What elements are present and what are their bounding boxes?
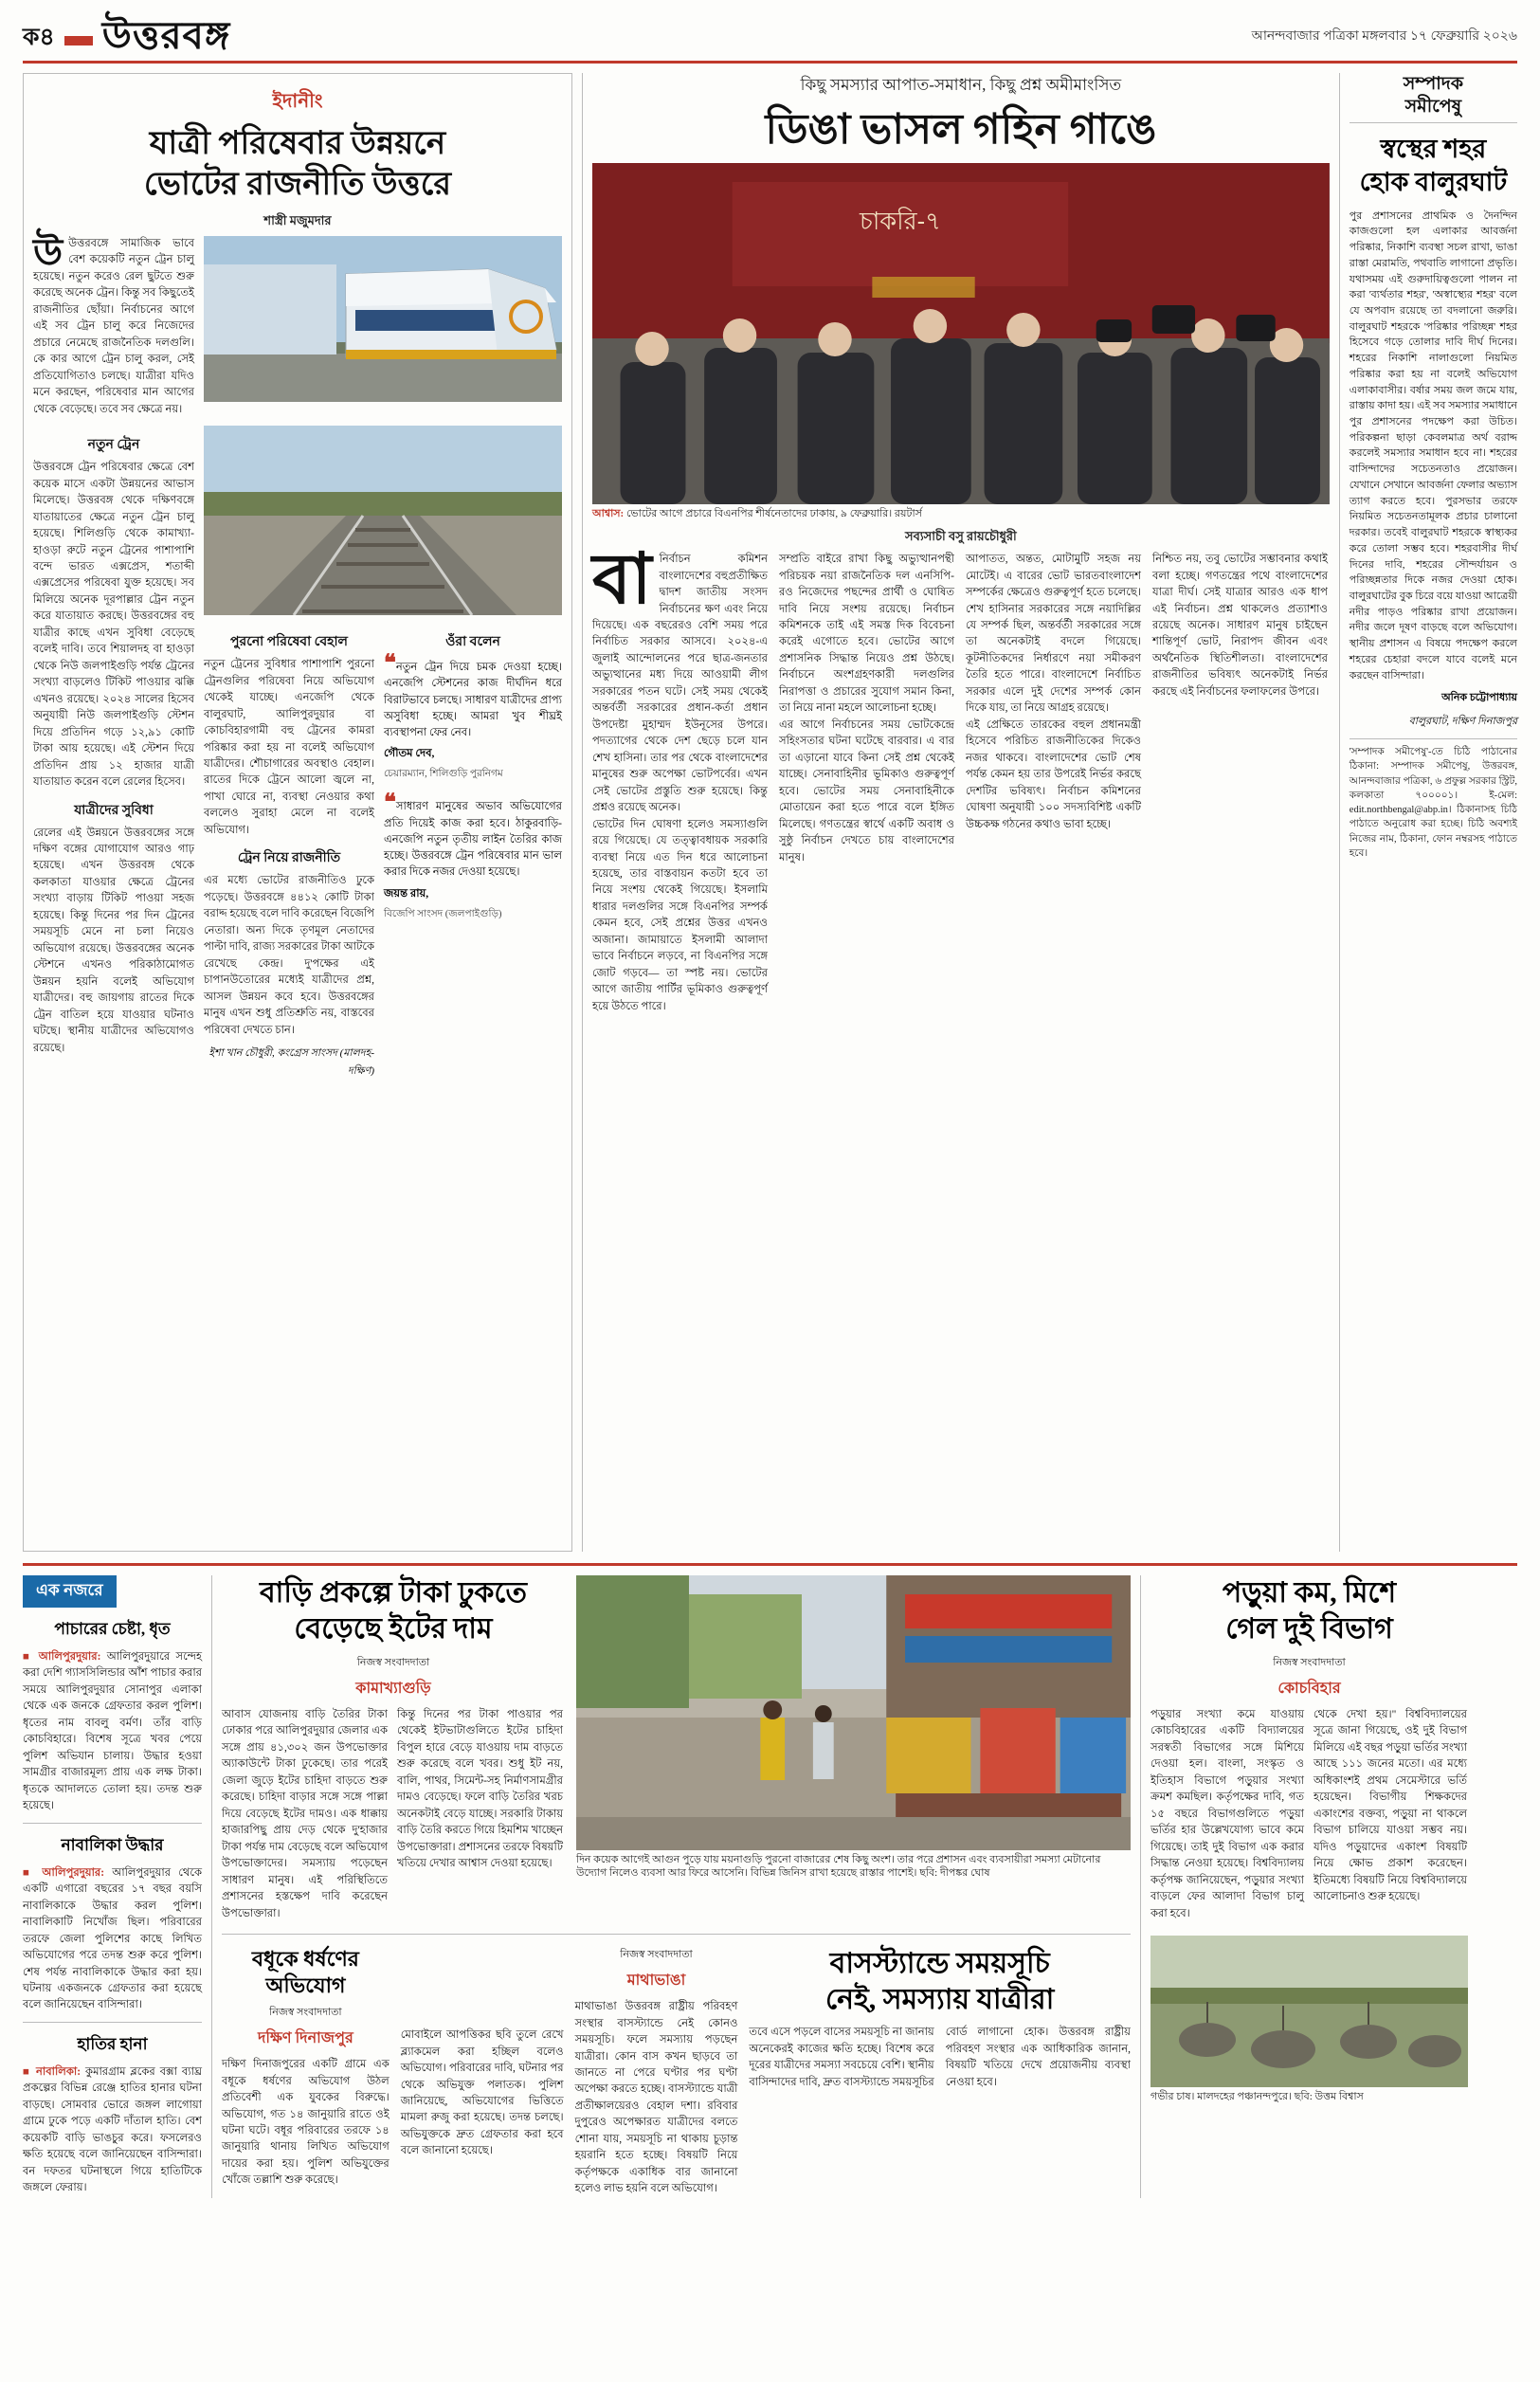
quote-col xyxy=(384,623,562,1081)
editorial-footer: 'সম্পাদক সমীপেষু'-তে চিঠি পাঠানোর ঠিকানা: সম্পাদক সমীপেষু, উত্তরবঙ্গ, আনন্দবাজার পত্রিকা, ৬ প্রফুল্ল সরকার স্ট্রিট, কলকাতা ৭০০০০১। ই-মেল: edit.northbengal@abp.in। ঠিকানাসহ চিঠি পাঠাতে অনুরোধ করা হচ্ছে। চিঠি অবশ্যই নিজের নাম, ঠিকানা, ফোন নম্বরসহ পাঠাতে হবে। xyxy=(1350,738,1517,861)
brick-col2: কিন্তু দিনের পর টাকা পাওয়ার পর থেকেই ইটভাটাগুলিতে ইটের চাহিদা বিপুল হারে বেড়ে যাওয়ায় দাম বাড়তে শুরু করেছে বলে খবর। শুধু ইট নয়, বালি, পাথর, সিমেন্ট-সহ নির্মাণসামগ্রীর দামও বেড়েছে। ফলে বাড়ি তৈরির খরচ অনেকটাই বেড়ে যাচ্ছে। সরকারি টাকায় বাড়ি তৈরি করতে গিয়ে হিমশিম খাচ্ছেন উপভোক্তারা। প্রশাসনের তরফে বিষয়টি খতিয়ে দেখার আশ্বাস দেওয়া হয়েছে। xyxy=(397,1709,563,1870)
center-col-3 xyxy=(966,552,1141,1015)
left-col-c1 xyxy=(204,623,374,1081)
center-col-2 xyxy=(779,552,954,1015)
article-bus-stand xyxy=(749,1946,1131,2198)
bus-headline-1: বাসস্ট্যান্ডে সময়সূচি xyxy=(829,1948,1050,1980)
article-rape-case xyxy=(222,1946,390,2198)
center-col-4 xyxy=(1152,552,1328,1015)
glance-item-1-title: পাচারের চেষ্টা, ধৃত xyxy=(54,1620,171,1638)
lower-photo-wrap xyxy=(576,1575,1131,1922)
vertical-rule-1 xyxy=(582,73,583,1552)
glance-item-2-text: আলিপুরদুয়ার থেকে একটি এগারো বছরের ১৭ বছর বয়সি নাবালিকাকে উদ্ধার করল পুলিশ। নাবালিকাটি নিখোঁজ ছিল। পরিবারের তরফে জেলা পুলিশের কাছে লিখিত অভিযোগের পরে তদন্ত শুরু করে পুলিশ। শেষ পর্যন্ত নাবালিকাকে উদ্ধার করা হয়। ঘটনায় একজনকে গ্রেফতার করা হয়েছে বলে জানিয়েছেন বাসিন্দারা। xyxy=(23,1866,202,2011)
lower-grid xyxy=(23,1575,1517,2198)
left-p3: নতুন ট্রেনের সুবিধার পাশাপাশি পুরনো ট্রেনগুলির পরিষেবা নিয়ে অভিযোগ থেকেই যাচ্ছে। এনজেপি থেকে বালুরঘাট, আলিপুরদুয়ার বা কোচবিহারগামী বহু ট্রেনের কামরা পরিষ্কার করা হয় না বলেই অভিযোগ যাত্রীদের। শৌচাগারের অবস্থাও বেহাল। রাতের দিকে ট্রেনে আলো জ্বলে না, পাখা ঘোরে না, ব্যবস্থা নেওয়ার কথা বললেও সুরাহা মেলে না বলেই অভিযোগ। xyxy=(204,659,374,836)
editorial-title-1: স্বস্থের শহর xyxy=(1380,134,1487,163)
quote-1-role: চেয়ারম্যান, শিলিগুড়ি পুরনিগম xyxy=(384,769,503,780)
quote-2-author: জয়ন্ত রায়, xyxy=(384,887,429,900)
article-brick-price xyxy=(222,1575,565,1922)
editorial-label-2: সমীপেষু xyxy=(1404,96,1462,117)
left-lead: উউত্তরবঙ্গে সামাজিক ভাবে বেশ কয়েকটি নতুন ট্রেন চালু হয়েছে। নতুন করেও রেল ছুটতে শুরু করেছে অনেক ট্রেন। কিন্তু সব কিছুতেই রাজনীতির ছোঁয়া। নির্বাচনের আগে এই সব ট্রেন চালু করে নিজেদের প্রচারে নেমেছে রাজনৈতিক দলগুলি। কে কার আগে ট্রেন চালু করল, সেই প্রতিযোগিতাও চলছে। যাত্রীরা যদিও মনে করছেন, পরিষেবার মান আগের থেকে বেড়েছে। তবে সব ক্ষেত্রে নয়। xyxy=(33,231,194,415)
left-byline: শাস্ত্রী মজুমদার xyxy=(263,213,332,227)
left-headline-1: যাত্রী পরিষেবার উন্নয়নে xyxy=(149,126,446,161)
brick-place: কামাখ্যাগুড়ি xyxy=(355,1681,431,1697)
glance-tag: এক নজরে xyxy=(23,1575,117,1608)
quote-mark-icon: ❝ xyxy=(384,651,396,677)
left-kicker: ইদানীং xyxy=(272,91,323,112)
masthead-red-bar xyxy=(64,36,93,45)
glance-item-3-place: নাবালিকা: xyxy=(36,2065,82,2078)
merge-col1: পড়ুয়ার সংখ্যা কমে যাওয়ায় কোচবিহারের একটি বিদ্যালয়ের সরস্বতী বিভাগের সঙ্গে মিশিয়ে দেওয়া হল। বাংলা, সংস্কৃত ও ইতিহাস বিভাগে পড়ুয়ার সংখ্যা ক্রমশ কমছিল। কর্তৃপক্ষের দাবি, গত ১৫ বছরে বিভাগগুলিতে পড়ুয়া ভর্তির হার উল্লেখযোগ্য ভাবে কমে গিয়েছে। তাই দুই বিভাগ এক করার সিদ্ধান্ত নেওয়া হয়েছে। বিশ্ববিদ্যালয় কর্তৃপক্ষ জানিয়েছেন, পড়ুয়ার সংখ্যা বাড়লে ফের আলাদা বিভাগ চালু করা হবে। xyxy=(1150,1709,1304,1919)
photo-fishing-nets xyxy=(1150,1936,1468,2087)
brick-col1: আবাস যোজনায় বাড়ি তৈরির টাকা ঢোকার পরে আলিপুরদুয়ার জেলার এক সঙ্গে প্রায় ৪১,৩০২ জন উপভোক্তার অ্যাকাউন্টে টাকা ঢুকেছে। তার পরেই জেলা জুড়ে ইটের চাহিদা বাড়তে শুরু করেছে। চাহিদা বাড়ার সঙ্গে সঙ্গে পাল্লা দিয়ে বেড়েছে ইটের দামও। এক ধাক্কায় হাজারপিছু প্রায় দেড় থেকে দু'হাজার টাকা পর্যন্ত দাম বেড়েছে বলে অভিযোগ উপভোক্তাদের। সমস্যায় পড়েছেন সাধারণ মানুষ। এই পরিস্থিতিতে প্রশাসনের হস্তক্ষেপ দাবি করেছেন উপভোক্তারা। xyxy=(222,1709,388,1919)
left-col-b xyxy=(33,426,194,1081)
left-sub-1: নতুন ট্রেন xyxy=(87,438,140,453)
rape-headline: বধূকে ধর্ষণের অভিযোগ xyxy=(251,1947,359,1997)
left-p2: রেলের এই উন্নয়নে উত্তরবঙ্গের সঙ্গে দক্ষিণ বঙ্গের যোগাযোগ আরও গাঢ় হয়েছে। এখন উত্তরবঙ্গ থেকে কলকাতা যাওয়ার ক্ষেত্রে ট্রেনের সংখ্যা বাড়ায় টিকিট পাওয়া সহজ হয়েছে। কিন্তু দিনের পর দিন ট্রেনের সময়সূচি মেনে না চলা নিয়েও অভিযোগ রয়েছে। উত্তরবঙ্গের অনেক স্টেশনে এখনও পরিকাঠামোগত উন্নয়ন হয়নি বলেই অভিযোগ যাত্রীদের। বহু জায়গায় রাতের দিকে ট্রেন বাতিল হয়ে যাওয়ার ঘটনাও ঘটছে। স্থানীয় যাত্রীদের অভিযোগও রয়েছে। xyxy=(33,827,194,1054)
center-col1-text: নির্বাচন কমিশন বাংলাদেশের বহুপ্রতীক্ষিত দ্বাদশ জাতীয় সংসদ নির্বাচনের ক্ষণ এবং নিয়ে দিয়েছে। এক বছরেরও বেশি সময় পরে নির্বাচিত সরকার আসবে। ২০২৪-এ জুলাই আন্দোলনের পরে ছাত্র-জনতার অভ্যুত্থানের মধ্য দিয়ে আওয়ামী লীগ সরকারের পতন ঘটে। সেই সময় থেকেই অন্তর্বর্তী সরকারের প্রধান-কর্তা প্রধান উপদেষ্টা মুহাম্মদ ইউনূসের উপরে। পদত্যাগের থেকে দেশ ছেড়ে চলে যান শেখ হাসিনা। তার পর থেকে বাংলাদেশের মানুষের শুরু অপেক্ষা ভোটপর্বের। এখন সেই ভোটের প্রস্তুতি শুরু হয়েছে। কিন্তু প্রশ্নও রয়েছে অনেক। xyxy=(591,554,768,814)
center-photo-caption xyxy=(592,507,1330,520)
quote-1 xyxy=(384,651,562,783)
editorial-divider xyxy=(1350,122,1517,123)
editorial-block xyxy=(1350,73,1517,1552)
left-photo-wrap xyxy=(204,236,562,418)
bullet-icon-3: ■ xyxy=(23,2065,37,2078)
left-block xyxy=(23,73,572,1552)
photo-railway-track xyxy=(204,426,562,615)
glance-item-2-place: আলিপুরদুয়ার: xyxy=(42,1866,105,1879)
rape-place: দক্ষিণ দিনাজপুর xyxy=(257,2030,353,2047)
quote-2-text: সাধারণ মানুষের অভাব অভিযোগের প্রতি দিয়েই কাজ করা হবে। ঠাকুরবাড়ি-এনজেপি নতুন তৃতীয় লাইন তৈরির কাজ হচ্ছে। উত্তরবঙ্গে ট্রেন পরিষেবার মান ভাল করার দিকে নজর দেওয়া হয়েছে। xyxy=(384,801,562,879)
brick-headline-2: বেড়েছে ইটের দাম xyxy=(294,1612,493,1645)
masthead xyxy=(23,14,1517,64)
center-eyebrow: কিছু সমস্যার আপাত-সমাধান, কিছু প্রশ্ন অমীমাংসিত xyxy=(800,76,1122,94)
quote-2 xyxy=(384,791,562,922)
lower-right xyxy=(1141,1575,1468,2198)
svg-text:চাকরি-৭: চাকরি-৭ xyxy=(860,208,941,235)
quote-1-text: নতুন ট্রেন দিয়ে চমক দেওয়া হচ্ছে। এনজেপি স্টেশনের কাজ দীর্ঘদিন ধরে বিরাটভাবে চলছে। সাধারণ যাত্রীদের প্রাপ্য অসুবিধা হচ্ছে। আমরা খুব শীঘ্রই ব্যবস্থাপনা ফের নেব। xyxy=(384,662,562,739)
quote-2-role: বিজেপি সাংসদ (জলপাইগুড়ি) xyxy=(384,908,502,919)
merge-place: কোচবিহার xyxy=(1277,1681,1341,1697)
editorial-body: পুর প্রশাসনের প্রাথমিক ও দৈনন্দিন কাজগুলো হল এলাকার আবর্জনা পরিষ্কার, নিকাশি ব্যবস্থা সচল রাখা, ভাঙা রাস্তা মেরামতি, পথবাতি লাগানো প্রভৃতি। যথাসময় এই গুরুদায়িত্বগুলো পালন না করা 'ব্যর্থতার শহর', 'অস্বাস্থ্যের শহর' বলে যে অপবাদ রয়েছে তা বদলানো জরুরি। বালুরঘাট শহরকে 'পরিষ্কার পরিচ্ছন্ন' শহর হিসেবে গড়ে তোলার দাবি দীর্ঘ দিনের। শহরের নিকাশি নালাগুলো নিয়মিত পরিষ্কার করা হয় না বলেই অভিযোগ এলাকাবাসীর। বর্ষার সময় জল জমে যায়, রাস্তায় কাদা হয়। এই সব সমস্যার সমাধানে পুর প্রশাসনের পদক্ষেপ করা উচিত। পরিকল্পনা ছাড়া কেবলমাত্র অর্থ বরাদ্দ করলেই সমস্যার সমাধান হবে না। শহরের বাসিন্দাদের সচেতনতাও প্রয়োজন। যেখানে সেখানে আবর্জনা ফেলার অভ্যাস ত্যাগ করতে হবে। পুরসভার তরফে নিয়মিত সচেতনতামূলক প্রচার চালানো দরকার। তবেই বালুরঘাট শহরকে স্বাস্থ্যকর করে তোলা সম্ভব হবে। শহরবাসীর দীর্ঘ দিনের দাবি, শহরের সৌন্দর্যায়ন ও পরিচ্ছন্নতার দিকে নজর দেওয়া হোক। বালুরঘাটের বুক চিরে বয়ে যাওয়া আত্রেয়ী নদীর পাড়ও পরিষ্কার রাখা প্রয়োজন। নদীর জলে দূষণ বাড়ছে বলে অভিযোগ। স্থানীয় প্রশাসন এ বিষয়ে পদক্ষেপ করলে শহরের চেহারা বদলে যাবে বলেই মনে করছেন বাসিন্দারা। xyxy=(1349,209,1517,682)
section-divider xyxy=(23,1563,1517,1566)
rape-col1: দক্ষিণ দিনাজপুরের একটি গ্রামে এক বধূকে ধর্ষণের অভিযোগ উঠল প্রতিবেশী এক যুবকের বিরুদ্ধে। অভিযোগ, গত ১৪ জানুয়ারি রাতে ওই ঘটনা ঘটে। বধূর পরিবারের তরফে ১৪ জানুয়ারি থানায় লিখিত অভিযোগ দায়ের করা হয়। পুলিশ অভিযুক্তের খোঁজে তল্লাশি শুরু করেছে। xyxy=(222,2059,390,2187)
main-grid xyxy=(23,73,1517,1552)
left-col-a xyxy=(33,231,194,418)
center-dropcap: বা xyxy=(591,541,652,620)
quote-col-head: ওঁরা বলেন xyxy=(445,635,500,650)
center-col3-text: আপাতত, অন্তত, মোটামুটি সহজ নয় মোটেই। এ বারের ভোট ভারতবাংলাদেশ সম্পর্কের ক্ষেত্রেও গুরুত্বপূর্ণ হতে চলেছে। শেখ হাসিনার সরকারের সঙ্গে নয়াদিল্লির যে সম্পর্ক ছিল, অন্তর্বর্তী সরকারের সঙ্গে তা অনেকটাই বদলে গিয়েছে। কূটনীতিকদের নির্ধারণে নয়া সমীকরণ তৈরি হতে পারে। বাংলাদেশে নির্বাচিত সরকার এলে দুই দেশের সম্পর্ক কোন দিকে যায়, তা নিয়ে আগ্রহ রয়েছে। xyxy=(965,554,1141,715)
center-col2b-text: এর আগে নির্বাচনের সময় ভোটকেন্দ্রে সহিংসতার ঘটনা ঘটেছে বারবার। এ বার তা এড়ানো যাবে কিনা সেই প্রশ্ন থেকেই যাচ্ছে। সেনাবাহিনীর ভূমিকাও গুরুত্বপূর্ণ হবে। ভোটের সময় সেনাবাহিনীকে মোতায়েন করা হতে পারে বলে ইঙ্গিত মিলেছে। গণতন্ত্রের স্বার্থে একটি অবাধ ও সুষ্ঠু নির্বাচন দেখতে চায় বাংলাদেশের মানুষ। xyxy=(778,718,954,864)
left-col-c xyxy=(204,426,562,1081)
glance-item-1-place: আলিপুরদুয়ার: xyxy=(38,1651,101,1663)
photo-bnp-rally xyxy=(592,163,1330,504)
left-sub-2: যাত্রীদের সুবিধা xyxy=(74,803,154,818)
center-col3b-text: এই প্রেক্ষিতে তারকের বহুল প্রধানমন্ত্রী হিসেবে পরিচিত রাজনীতিকের দিকেও নজর থাকবে। বাংলাদেশের ভোট শেষ পর্যন্ত কেমন হয় তার উপরেই নির্ভর করছে দেশটির ভবিষ্যৎ। নির্বাচন কমিশনের ঘোষণা অনুযায়ী ১০০ সদস্যবিশিষ্ট একটি উচ্চকক্ষ গঠনের কথাও ভাবা হচ্ছে। xyxy=(965,718,1141,830)
center-col1b-text: ভোটের দিন ঘোষণা হলেও সমস্যাগুলি রয়ে গিয়েছে। যে তত্ত্বাবধায়ক সরকারি ব্যবস্থা নিয়ে এত দিন ধরে আলোচনা হয়েছে, তার বাস্তবায়ন কতটা হবে তা নিয়ে সংশয় থেকেই গিয়েছে। ইসলামি ধারার দলগুলির সঙ্গে বিএনপির সম্পর্ক কেমন হবে, সেই প্রশ্নের উত্তর এখনও অজানা। জামায়াতে ইসলামী আলাদা ভাবে নির্বাচনে লড়বে, না বিএনপির সঙ্গে জোট গড়বে— তা স্পষ্ট নয়। ভোটের আগে জাতীয় পার্টির ভূমিকাও গুরুত্বপূর্ণ হয়ে উঠতে পারে। xyxy=(591,818,768,1012)
center-col2-text: সম্প্রতি বাইরে রাখা কিছু অভ্যুত্থানপন্থী পরিচয়ক নয়া রাজনৈতিক দল এনসিপি-রও নিজেদের পছন্দের প্রার্থী ও ঘোষিত দাবি নিয়ে সংশয় রয়েছে। নির্বাচন কমিশনকে তাই এই সমস্ত দিক বিবেচনা করেই এগোতে হবে। ভোটের আগে প্রশাসনিক সিদ্ধান্ত নিয়েও প্রশ্ন উঠছে। নির্বাচনে অংশগ্রহণকারী দলগুলির নিরাপত্তা ও প্রচারের সুযোগ সমান কিনা, তা নিয়ে নানা মহলে আলোচনা হচ্ছে। xyxy=(778,554,954,715)
article-rape-col2 xyxy=(401,1946,564,2198)
editorial-title-2: হোক বালুরঘাট xyxy=(1359,167,1508,196)
rape-col2: মোবাইলে আপত্তিকর ছবি তুলে রেখে ব্ল্যাকমেল করা হচ্ছিল বলেও অভিযোগ। পরিবারের দাবি, ঘটনার পর থেকে অভিযুক্ত পলাতক। পুলিশ জানিয়েছে, অভিযোগের ভিত্তিতে মামলা রুজু করা হয়েছে। তদন্ত চলছে। অভিযুক্তকে দ্রুত গ্রেফতার করা হবে বলে জানানো হয়েছে। xyxy=(400,2029,564,2157)
caption-label: আশ্বাস: xyxy=(591,507,625,519)
glance-item-3-text: কুমারগ্রাম ব্লকের বক্সা ব্যাঘ্র প্রকল্পের বিভিন্ন রেঞ্জে হাতির হানার ঘটনা বাড়ছে। সোমবার ভোরে জঙ্গল লাগোয়া গ্রামে ঢুকে পড়ে একটি দাঁতাল হাতি। বেশ কয়েকটি বাড়ি ভাঙচুর করে। ফসলেরও ক্ষতি হয়েছে বলে জানিয়েছেন বাসিন্দারা। বন দফতর ঘটনাস্থলে গিয়ে হাতিটিকে জঙ্গলে ফেরায়। xyxy=(23,2065,202,2194)
glance-item-1 xyxy=(23,1617,202,1815)
merge-headline-2: গেল দুই বিভাগ xyxy=(1225,1612,1393,1645)
merge-reporter: নিজস্ব সংবাদদাতা xyxy=(1273,1657,1346,1668)
center-col4-text: নিশ্চিত নয়, তবু ভোটের সম্ভাবনার কথাই বলা হচ্ছে। গণতন্ত্রের পথে বাংলাদেশের যাত্রা দীর্ঘ। সেই যাত্রার আরও এক ধাপ এই নির্বাচন। প্রশ্ন থাকলেও প্রত্যাশাও রয়েছে অনেক। সাধারণ মানুষ চাইছেন শান্তিপূর্ণ ভোট, নিরাপদ জীবন এবং অর্থনৈতিক স্থিতিশীলতা। বাংলাদেশের রাজনীতির ভবিষ্যৎ অনেকটাই নির্ভর করছে এই নির্বাচনের ফলাফলের উপরে। xyxy=(1151,554,1328,698)
editorial-sign-name: অনিক চট্টোপাধ্যায় xyxy=(1441,692,1517,704)
masthead-date: আনন্দবাজার পত্রিকা মঙ্গলবার ১৭ ফেব্রুয়ারি ২০২৬ xyxy=(1251,29,1517,44)
rape-reporter: নিজস্ব সংবাদদাতা xyxy=(269,2007,342,2019)
bus-col1: মাথাভাঙা উত্তরবঙ্গ রাষ্ট্রীয় পরিবহণ সংস্থার বাসস্ট্যান্ডে নেই কোনও সময়সূচি। ফলে সমস্যায় পড়ছেন যাত্রীরা। কোন বাস কখন ছাড়বে তা জানতে না পেরে ঘণ্টার পর ঘণ্টা অপেক্ষা করতে হচ্ছে। বাসস্ট্যান্ডে যাত্রী প্রতীক্ষালয়েরও বেহাল দশা। রবিবার দুপুরেও অপেক্ষারত যাত্রীদের বলতে শোনা যায়, সময়সূচি না থাকায় চূড়ান্ত হয়রানি হতে হচ্ছে। বিষয়টি নিয়ে কর্তৃপক্ষকে একাধিক বার জানানো হলেও লাভ হয়নি বলে অভিযোগ। xyxy=(574,2001,738,2195)
photo-market-street xyxy=(576,1575,1131,1850)
lower-middle xyxy=(212,1575,1141,2198)
photo-vande-bharat xyxy=(204,236,562,402)
center-block xyxy=(592,73,1330,1552)
quote-mark-icon-2: ❝ xyxy=(384,791,396,816)
glance-item-1-text: আলিপুরদুয়ারে সন্দেহ করা দেশি গ্যাসসিলিন্ডার আঁশ পাচার করার সময়ে আলিপুরদুয়ার সোনাপুর এলাকা থেকে এক জনকে গ্রেফতার করল পুলিশ। ধৃতের নাম বাবলু বর্মণ। তাঁর বাড়ি কোচবিহারে। বিশেষ সূত্রে খবর পেয়ে পুলিশ অভিযান চালায়। উদ্ধার হওয়া সামগ্রীর বাজারমূল্য প্রায় এক লক্ষ টাকা। ধৃতকে আদালতে তোলা হয়। তদন্ত শুরু হয়েছে। xyxy=(23,1651,202,1812)
center-col-1 xyxy=(591,541,768,1015)
page-number: ক৪ xyxy=(23,25,55,50)
lower-divider xyxy=(222,1934,1131,1935)
left-headline-2: ভোটের রাজনীতি উত্তরে xyxy=(143,166,452,202)
left-dropcap: উ xyxy=(33,231,63,274)
quote-1-author: গৌতম দেব, xyxy=(384,748,435,760)
glance-item-3 xyxy=(23,2032,202,2197)
left-sub-4: ট্রেন নিয়ে রাজনীতি xyxy=(237,851,341,866)
merge-col2: থেকে দেখা হয়।" বিশ্ববিদ্যালয়ের সূত্রে জানা গিয়েছে, ওই দুই বিভাগ মিলিয়ে এই বছর পড়ুয়া ভর্তির সংখ্যা আছে ১১১ জনের মতো। এর মধ্যে অধিকাংশই প্রথম সেমেস্টারে ভর্তি হয়েছেন। বিভাগীয় শিক্ষকদের একাংশের বক্তব্য, পড়ুয়া না থাকলে বিভাগ চালিয়ে যাওয়া সম্ভব নয়। যদিও পড়ুয়াদের একাংশ বিষয়টি নিয়ে ক্ষোভ প্রকাশ করেছেন। ইতিমধ্যে বিষয়টি নিয়ে বিশ্ববিদ্যালয়ে আলোচনাও শুরু হয়েছে। xyxy=(1314,1709,1467,1903)
bullet-icon-2: ■ xyxy=(23,1866,43,1879)
glance-divider-1 xyxy=(23,1823,202,1824)
bus-place: মাথাভাঙা xyxy=(626,1973,686,1990)
center-headline: ডিঙা ভাসল গহিন গাঙে xyxy=(765,106,1157,153)
center-author: সব্যসাচী বসু রায়চৌধুরী xyxy=(905,529,1017,544)
merge-headline-1: পড়ুয়া কম, মিশে xyxy=(1222,1577,1397,1609)
glance-item-2-title: নাবালিকা উদ্ধার xyxy=(61,1835,164,1854)
fishing-photo-caption: গভীর চাষ। মালদহের পঞ্চানন্দপুরে। ছবি: উত্তম বিশ্বাস xyxy=(1150,2091,1364,2103)
bus-headline-2: নেই, সমস্যায় যাত্রীরা xyxy=(825,1983,1055,2015)
glance-item-3-title: হাতির হানা xyxy=(77,2034,148,2053)
bus-reporter: নিজস্ব সংবাদদাতা xyxy=(620,1949,693,1961)
bus-col2: তবে এসে পড়লে বাসের সময়সূচি না জানায় অনেকেরই কাজের ক্ষতি হচ্ছে। বিশেষ করে দূরের যাত্রীদের সমস্যা সবচেয়ে বেশি। স্থানীয় বাসিন্দাদের দাবি, দ্রুত বাসস্ট্যান্ডে সময়সূচির বোর্ড লাগানো হোক। উত্তরবঙ্গ রাষ্ট্রীয় পরিবহণ সংস্থার এক আধিকারিক জানান, বিষয়টি খতিয়ে দেখে প্রয়োজনীয় ব্যবস্থা নেওয়া হবে। xyxy=(749,2027,1131,2088)
editorial-label-1: সম্পাদক xyxy=(1403,74,1464,94)
bullet-icon-1: ■ xyxy=(23,1651,39,1663)
left-sub-3: পুরনো পরিষেবা বেহাল xyxy=(230,635,348,650)
market-photo-caption: দিন কয়েক আগেই আগুন পুড়ে যায় ময়নাগুড়ি পুরনো বাজারের শেষ কিছু অংশ। তার পরে প্রশাসন এবং ব্যবসায়ীরা সমস্যা মেটানোর উদ্যোগ নিলেও ব্যবসা আর ফিরে আসেনি। বিভিন্ন জিনিস রাখা হয়েছে রাস্তার পাশেই। ছবি: দীপঙ্কর ঘোষ xyxy=(575,1854,1101,1880)
bus-reporter-col xyxy=(575,1946,738,2198)
left-p1: উত্তরবঙ্গে ট্রেন পরিষেবার ক্ষেত্রে বেশ কয়েক মাসে একটা উন্নয়নের আভাস মিলেছে। উত্তরবঙ্গ থেকে দক্ষিণবঙ্গে যাতায়াতের ক্ষেত্রে নতুন ট্রেন চালু হয়েছে। শিলিগুড়ি থেকে কামাখ্যা-হাওড়া রুটে নতুন ট্রেনের পাশাপাশি বন্দে ভারত এক্সপ্রেস, শতাব্দী এক্সপ্রেসের পরিষেবা যুক্ত হয়েছে। সব মিলিয়ে অনেক দূরপাল্লার ট্রেন নতুন করে যাতায়াত করছে। উত্তরবঙ্গের বহু যাত্রীর কাছে এখন সুবিধা বেড়েছে বলেই দাবি। তবে শিয়ালদহ বা হাওড়া থেকে নিউ জলপাইগুড়ি পর্যন্ত ট্রেনের সংখ্যা বাড়লেও টিকিট পাওয়ার ঝক্কি এখনও রয়েছে। ২০২৪ সালের হিসেব অনুযায়ী নিউ জলপাইগুড়ি স্টেশন দিয়ে প্রতিদিন গড়ে ১২,৯১ কোটি টাকা আয় হয়েছে। এই স্টেশন দিয়ে প্রতিদিন প্রায় ১২ হাজার যাত্রী যাতায়াত করেন বলে রেলের হিসেব। xyxy=(33,462,194,789)
glance-item-2 xyxy=(23,1833,202,2014)
brick-reporter: নিজস্ব সংবাদদাতা xyxy=(356,1657,430,1668)
vertical-rule-2 xyxy=(1339,73,1340,1552)
brick-headline-1: বাড়ি প্রকল্পে টাকা ঢুকতে xyxy=(259,1577,527,1609)
left-p4: এর মধ্যে ভোটের রাজনীতিও ঢুকে পড়েছে। উত্তরবঙ্গে ৪৪১২ কোটি টাকা বরাদ্দ হয়েছে বলে দাবি করেছেন বিজেপি নেতারা। অন্য দিকে তৃণমূল নেতাদের পাল্টা দাবি, রাজ্য সরকারের টাকা আটকে রেখেছে কেন্দ্র। দু'পক্ষের এই চাপানউতোরের মধ্যেই যাত্রীদের প্রশ্ন, আসল উন্নয়ন কবে হবে। উত্তরবঙ্গের মানুষ এখন শুধু প্রতিশ্রুতি নয়, বাস্তবের পরিষেবা দেখতে চান। xyxy=(204,875,374,1036)
editorial-sign-place: বালুরঘাট, দক্ষিণ দিনাজপুর xyxy=(1408,716,1517,728)
glance-divider-2 xyxy=(23,2022,202,2023)
masthead-title: উত্তরবঙ্গ xyxy=(101,14,231,57)
masthead-left xyxy=(23,14,231,57)
left-signature: ইশা খান চৌধুরী, কংগ্রেস সাংসদ (মালদহ-দক্ষিণ) xyxy=(208,1047,374,1077)
caption-text: ভোটের আগে প্রচারে বিএনপির শীর্ষনেতাদের ঢাকায়, ৯ ফেব্রুয়ারি। রয়টার্স xyxy=(624,507,922,519)
glance-block xyxy=(23,1575,212,2198)
